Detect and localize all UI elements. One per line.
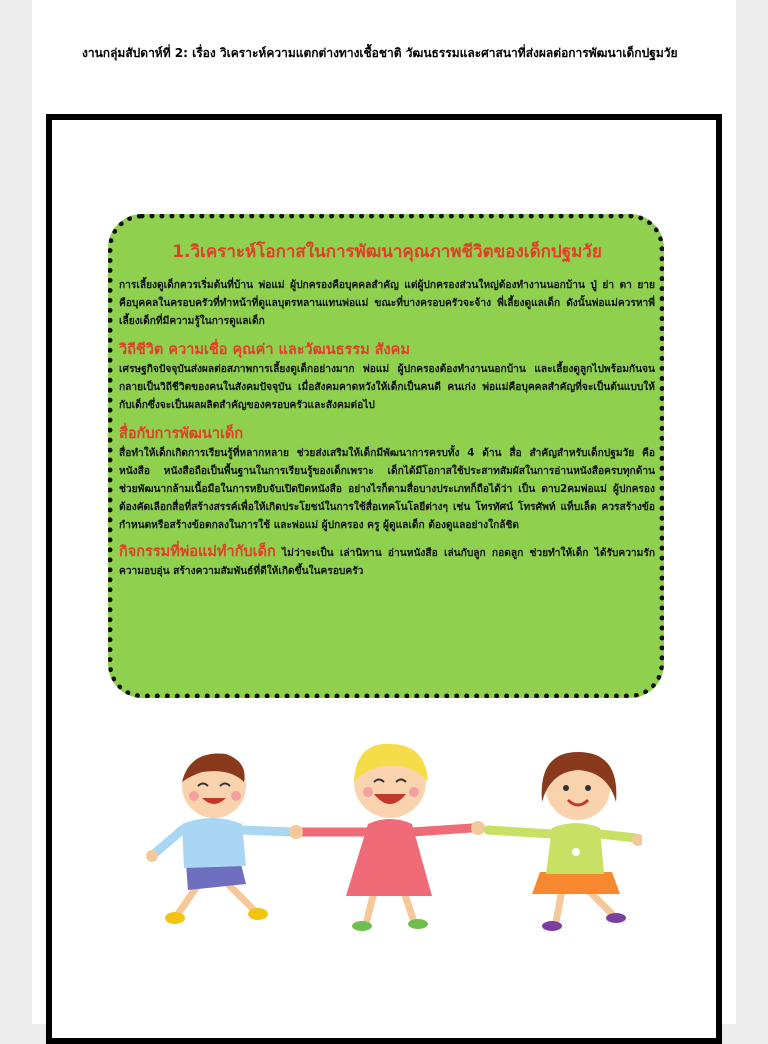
intro-paragraph: การเลี้ยงดูเด็กควรเริ่มต้นที่บ้าน พ่อแม่ ผู้ปกครองคือบุคคลสำคัญ แต่ผู้ปกครองส่วนใหญ่ต้องทำงานนอกบ้าน ปู่ ย่า ตา ยาย คือบุคคลในครอบครัวที่ทำหน้าที่ดูแลบุตรหลานแทนพ่อแม่ ขณะที่บางครอบครัวจะจ้าง พี่เลี้ยงดูแลเด็ก ดังนั้นพ่อแม่ควรหาพี่เลี้ยงเด็กที่มีความรู้ในการดูแลเด็ก (119, 280, 655, 327)
page-heading: งานกลุ่มสัปดาห์ที่ 2: เรื่อง วิเคราะห์ความแตกต่างทางเชื้อชาติ วัฒนธรรมและศาสนาที่ส่งผลต่อการพัฒนาเด็กปฐมวัย (82, 46, 678, 60)
section-text-media: สื่อทำให้เด็กเกิดการเรียนรู้ที่หลากหลาย ช่วยส่งเสริมให้เด็กมีพัฒนาการครบทั้ง 4 ด้าน สื่อ สำคัญสำหรับเด็กปฐมวัย คือหนังสือ หนังสือถือเป็นพื้นฐานในการเรียนรู้ของเด็กเพราะ เด็กได้มีโอกาสใช้ประสาทสัมผัสในการอ่านหนังสือครบทุกด้าน ช่วยพัฒนากล้ามเนื้อมือในการหยิบจับเปิดปิดหนังสือ อย่างไรก็ตามสื่อบางประเภทก็ถือได้ว่า เป็น ดาบ2คมพ่อแม่ ผู้ปกครองต้องคัดเลือกสื่อที่สร้างสรรค์เพื่อให้เกิดประโยชน์ในการใช้สื่อเทคโนโลยีต่างๆ เช่น โทรทัศน์ โทรศัพท์ แท็บเล็ต ควรสร้างข้อกำหนดหรือสร้างข้อตกลงในการใช้ และพ่อแม่ ผู้ปกครอง ครู ผู้ดูแลเด็ก ต้องดูแลอย่างใกล้ชิด (119, 448, 655, 531)
section-text-lifestyle: เศรษฐกิจปัจจุบันส่งผลต่อสภาพการเลี้ยงดูเด็กอย่างมาก พ่อแม่ ผู้ปกครองต้องทำงานนอกบ้าน และเลี้ยงดูลูกไปพร้อมกันจนกลายเป็นวิถีชีวิตของคนในสังคมปัจจุบัน เมื่อสังคมคาดหวังให้เด็กเป็นคนดี คนเก่ง พ่อแม่คือบุคคลสำคัญที่จะเป็นต้นแบบให้กับเด็กซึ่งจะเป็นผลผลิตสำคัญของครอบครัวและสังคมต่อไป (119, 364, 655, 411)
section-title-activities: กิจกรรมที่พ่อแม่ทำกับเด็ก (119, 544, 276, 560)
content-frame (46, 114, 722, 1044)
children-holding-hands-icon (142, 742, 642, 932)
document-page (32, 0, 736, 1024)
section-text-activities: ไม่ว่าจะเป็น เล่านิทาน อ่านหนังสือ เล่นกับลูก กอดลูก ช่วยทำให้เด็ก ได้รับความรัก ความอบอุ่น สร้างความสัมพันธ์ที่ดีให้เกิดขึ้นในครอบครัว (119, 548, 656, 577)
activities-paragraph (119, 543, 655, 581)
girl-figure-right (488, 752, 642, 931)
section-title-media: สื่อกับการพัฒนาเด็ก (119, 426, 244, 442)
info-card (108, 214, 664, 698)
girl-figure-middle (289, 744, 485, 931)
card-title: 1.วิเคราะห์โอกาสในการพัฒนาคุณภาพชีวิตของเด็กปฐมวัย (172, 242, 602, 262)
section-title-lifestyle: วิถีชีวิต ความเชื่อ คุณค่า และวัฒนธรรม สังคม (119, 342, 410, 358)
boy-figure (146, 754, 292, 924)
